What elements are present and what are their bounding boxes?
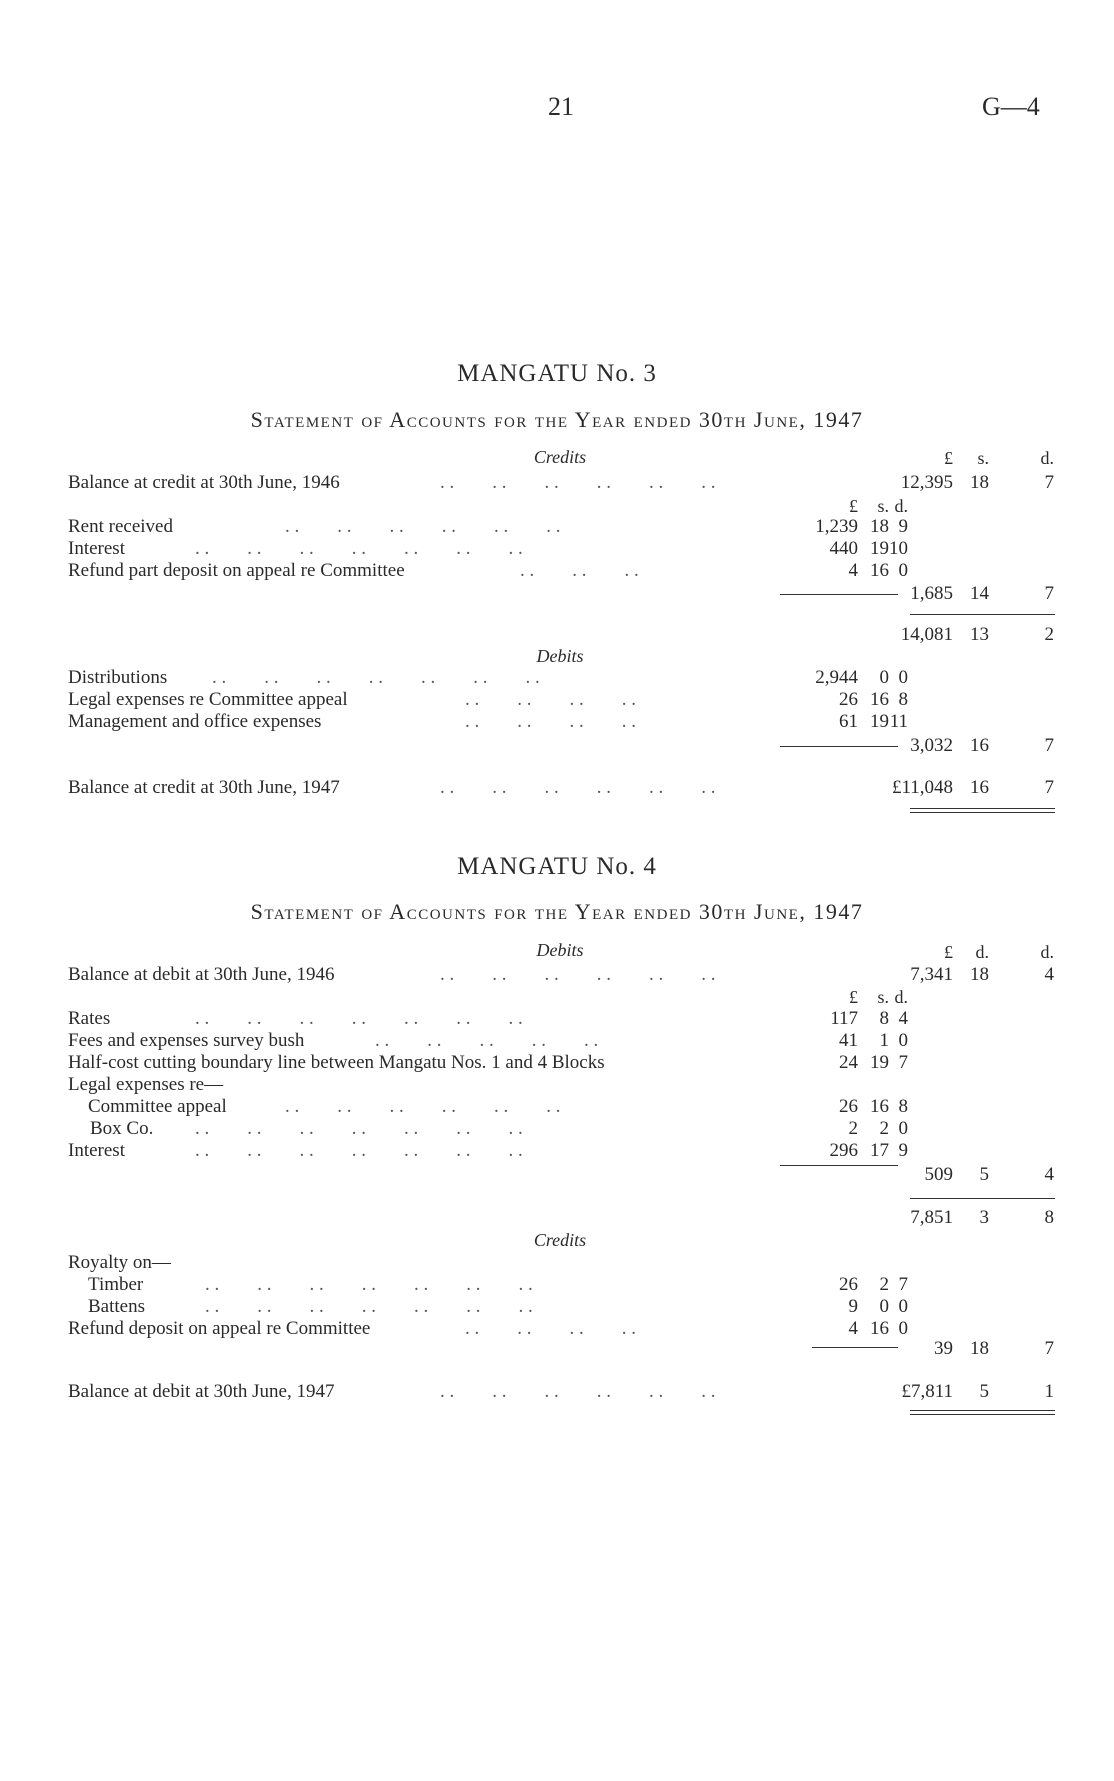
section3-inner-col-headers: £ s. d.: [849, 496, 908, 516]
section3-debit-row: Legal expenses re Committee appeal . . . . . . . . 26 16 8: [68, 689, 908, 710]
section4-credit-row: Battens . . . . . . . . . . . . . . 9 0 0: [88, 1296, 908, 1317]
section-code: G—4: [982, 92, 1040, 121]
double-rule: [910, 1410, 1055, 1415]
section4-title: MANGATU No. 4: [457, 853, 657, 880]
section3-subtitle: Statement of Accounts for the Year ended 30th June, 1947: [250, 407, 864, 432]
section3-debit-row: Management and office expenses . . . . . . . . 61 19 11: [68, 711, 908, 732]
row-label: Balance at credit at 30th June, 1946: [68, 472, 340, 493]
divider: [910, 614, 1055, 615]
section4-closing-row: Balance at debit at 30th June, 1947 . . . . . . . . . . . . £7,811 5 1: [68, 1381, 1054, 1402]
section4-debit-total: 509 5 4: [924, 1164, 1054, 1185]
section4-credit-row: Refund deposit on appeal re Committee . . . . . . . . 4 16 0: [68, 1318, 908, 1339]
divider: [910, 1198, 1055, 1199]
section4-debit-row: Rates . . . . . . . . . . . . . . 117 8 4: [68, 1008, 908, 1029]
section3-debit-total: 3,032 16 7: [910, 735, 1054, 756]
section4-credits-heading: Credits: [533, 1230, 587, 1250]
section4-debit-row: Committee appeal . . . . . . . . . . . . 26 16 8: [88, 1096, 908, 1117]
section4-debit-row: Half-cost cutting boundary line between Mangatu Nos. 1 and 4 Blocks 24 19 7: [68, 1052, 908, 1073]
section4-subtitle: Statement of Accounts for the Year ended 30th June, 1947: [250, 899, 864, 924]
page-number: 21: [548, 92, 574, 121]
section4-credit-total: 39 18 7: [934, 1338, 1054, 1359]
section4-opening-row: Balance at debit at 30th June, 1946 . . . . . . . . . . . . 7,341 18 4: [68, 964, 1054, 985]
double-rule: [910, 808, 1055, 813]
section4-debit-row: Box Co. . . . . . . . . . . . . . . 2 2 0: [90, 1118, 908, 1139]
section4-debit-row: Interest . . . . . . . . . . . . . . 296 17 9: [68, 1140, 908, 1161]
section4-subtotal: 7,851 3 8: [910, 1207, 1054, 1228]
section3-credits-heading: Credits: [533, 447, 587, 467]
col-header-pounds: £: [944, 448, 953, 468]
section3-credit-total: 1,685 14 7: [910, 583, 1054, 604]
section3-title: MANGATU No. 3: [457, 360, 657, 387]
section4-debit-row: Fees and expenses survey bush . . . . . . . . . . 41 1 0: [68, 1030, 908, 1051]
section3-credit-row: Refund part deposit on appeal re Committee . . . . . . 4 16 0: [68, 560, 908, 581]
section4-debits-heading: Debits: [536, 940, 584, 960]
col-header-shillings: s.: [977, 448, 989, 468]
section4-credit-row: Royalty on—: [68, 1252, 171, 1273]
section4-outer-col-headers: £ d. d.: [944, 942, 1054, 962]
section4-credit-row: Timber . . . . . . . . . . . . . . 26 2 7: [88, 1274, 908, 1295]
col-header-pence: d.: [1040, 448, 1054, 468]
section3-credit-row: Interest . . . . . . . . . . . . . . 440 19 10: [68, 538, 908, 559]
section3-debits-heading: Debits: [536, 646, 584, 666]
section3-closing-row: Balance at credit at 30th June, 1947 . . . . . . . . . . . . £11,048 16 7: [68, 777, 1054, 798]
section3-credit-row: Rent received . . . . . . . . . . . . 1,239 18 9: [68, 516, 908, 537]
section3-opening-row: Balance at credit at 30th June, 1946 . . . . . . . . . . . . 12,395 18 7: [68, 472, 1054, 493]
section4-inner-col-headers: £ s. d.: [849, 987, 908, 1007]
section4-debit-row: Legal expenses re—: [68, 1074, 224, 1095]
section3-debit-row: Distributions . . . . . . . . . . . . . . 2,944 0 0: [68, 667, 908, 688]
section3-outer-col-headers: [0, 448, 1114, 470]
section3-subtotal: 14,081 13 2: [900, 624, 1054, 645]
